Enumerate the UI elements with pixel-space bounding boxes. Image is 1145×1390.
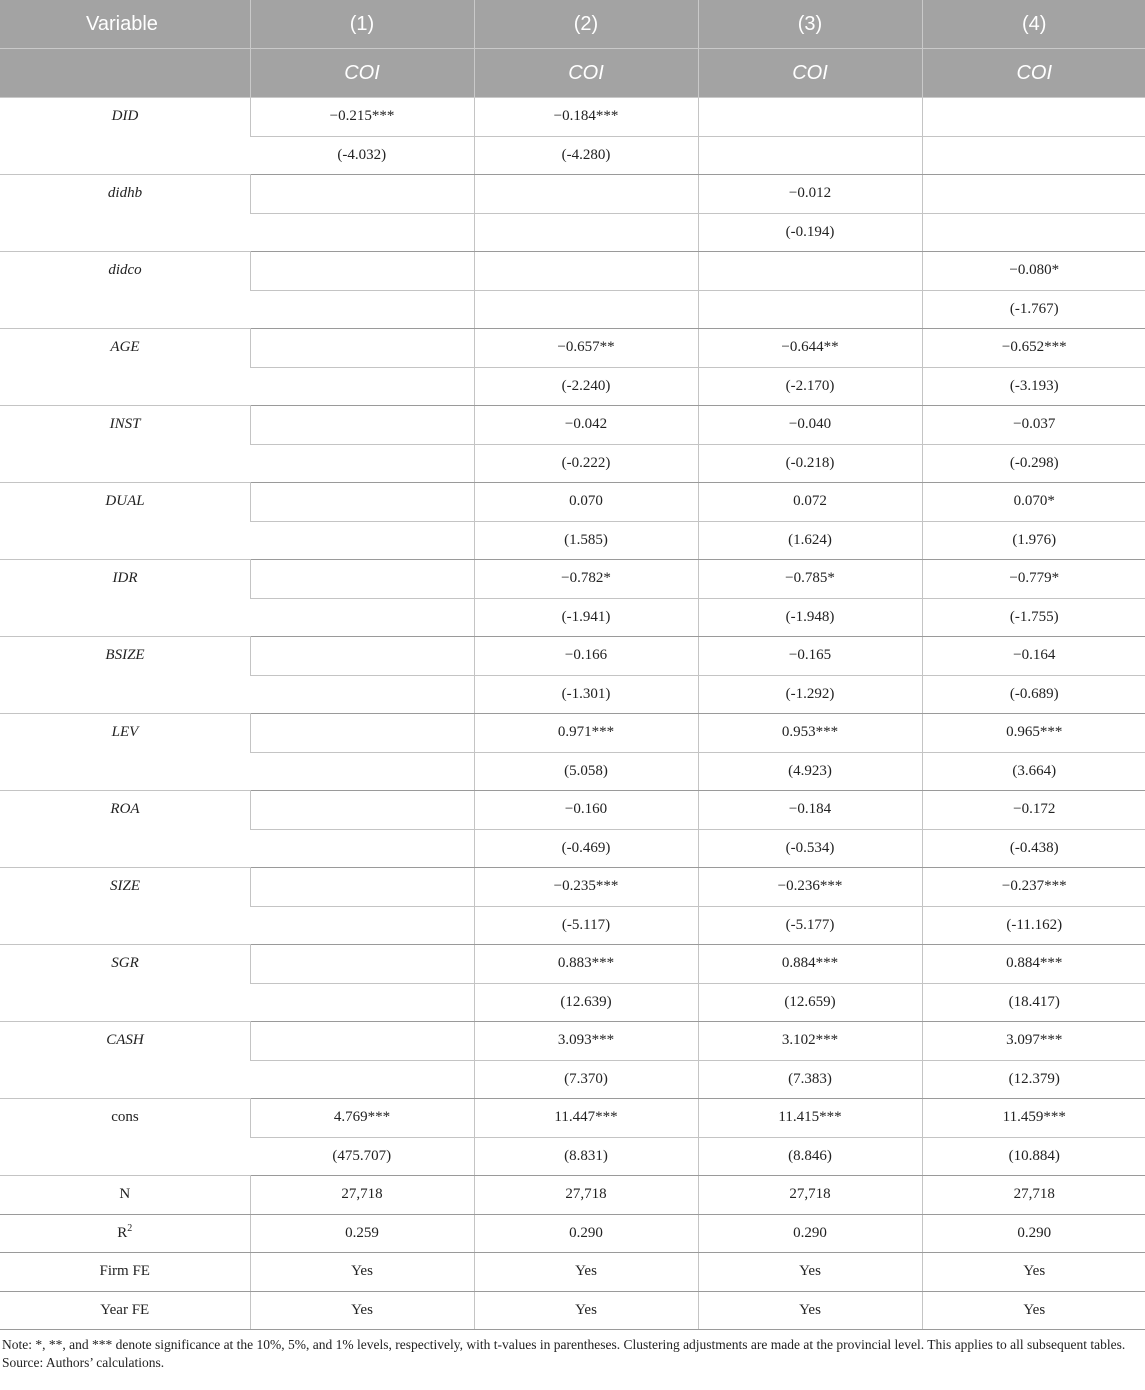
variable-name-text: AGE [110,339,140,355]
variable-name-text: CASH [106,1032,144,1048]
variable-name [0,791,250,868]
t-value-cell: (-4.280) [474,136,698,175]
dep-var-header: COI [250,49,474,98]
coef-cell: −0.782* [474,560,698,599]
coef-row [0,252,1145,291]
t-value-cell: (-0.469) [474,829,698,868]
stat-cell: 0.290 [474,1214,698,1253]
variable-name [0,329,250,406]
coef-cell [250,637,474,676]
coef-row [0,637,1145,676]
variable-name-text: INST [109,416,141,432]
t-value-cell: (-0.689) [922,675,1145,714]
t-value-cell: (8.846) [698,1137,922,1176]
coef-cell: −0.172 [922,791,1145,830]
t-value-cell: (-1.948) [698,598,922,637]
stat-row [0,1291,1145,1330]
t-value-cell [250,213,474,252]
stat-cell: Yes [474,1253,698,1292]
coef-cell [250,1022,474,1061]
t-value-cell: (-0.438) [922,829,1145,868]
t-value-cell: (12.379) [922,1060,1145,1099]
coef-cell: 11.459*** [922,1099,1145,1138]
coef-row [0,406,1145,445]
coef-cell [250,791,474,830]
t-value-cell: (-1.941) [474,598,698,637]
t-value-cell [250,675,474,714]
t-value-cell: (-4.032) [250,136,474,175]
variable-name [0,1099,250,1176]
coef-cell: 0.884*** [698,945,922,984]
coef-cell [474,175,698,214]
variable-name [0,483,250,560]
stat-cell: 0.290 [698,1214,922,1253]
stat-name [0,1176,250,1215]
t-value-cell [250,983,474,1022]
variable-name-text: DUAL [105,493,145,509]
t-value-cell: (-5.117) [474,906,698,945]
coef-row [0,483,1145,522]
variable-name [0,175,250,252]
coef-cell [250,406,474,445]
t-value-cell: (-0.534) [698,829,922,868]
coef-cell: −0.164 [922,637,1145,676]
coef-row [0,791,1145,830]
t-value-cell: (-5.177) [698,906,922,945]
coef-cell: 0.883*** [474,945,698,984]
dep-var-header: COI [474,49,698,98]
stat-name-text: N [119,1186,131,1203]
variable-name-text: BSIZE [105,647,145,663]
t-value-cell [474,290,698,329]
t-value-cell [250,598,474,637]
t-value-cell: (1.624) [698,521,922,560]
column-header: (3) [698,0,922,49]
coef-cell: 0.884*** [922,945,1145,984]
coef-row [0,714,1145,753]
t-value-cell: (10.884) [922,1137,1145,1176]
stat-cell: Yes [922,1291,1145,1330]
t-value-cell [250,906,474,945]
coef-cell: −0.184 [698,791,922,830]
coef-cell: 3.093*** [474,1022,698,1061]
column-header: (4) [922,0,1145,49]
table-body [0,98,1145,1330]
coef-row [0,175,1145,214]
coef-cell: 0.971*** [474,714,698,753]
coef-cell: −0.657** [474,329,698,368]
stat-cell: Yes [250,1253,474,1292]
t-value-cell: (4.923) [698,752,922,791]
coef-cell: −0.785* [698,560,922,599]
t-value-cell: (5.058) [474,752,698,791]
stat-cell: 27,718 [474,1176,698,1215]
coef-cell: −0.040 [698,406,922,445]
t-value-cell [250,829,474,868]
column-header: (2) [474,0,698,49]
coef-cell: −0.165 [698,637,922,676]
coef-cell: 0.953*** [698,714,922,753]
dep-var-header: COI [922,49,1145,98]
stat-cell: Yes [698,1291,922,1330]
coef-row [0,329,1145,368]
t-value-cell: (-2.170) [698,367,922,406]
coef-cell [250,560,474,599]
t-value-cell: (12.639) [474,983,698,1022]
empty-header-cell [0,49,250,98]
stat-row [0,1214,1145,1253]
coef-cell [922,175,1145,214]
variable-name [0,560,250,637]
variable-name-text: SGR [111,955,139,971]
coef-cell [250,714,474,753]
variable-name-text: IDR [112,570,138,586]
stat-cell: 27,718 [922,1176,1145,1215]
t-value-cell: (1.976) [922,521,1145,560]
t-value-cell: (-2.240) [474,367,698,406]
coef-cell: −0.215*** [250,98,474,137]
table-notes [0,1330,1145,1372]
stat-cell: Yes [250,1291,474,1330]
coef-cell [922,98,1145,137]
stat-name-text: Year FE [100,1301,150,1318]
stat-name-text: R [117,1224,128,1241]
coef-cell: 0.072 [698,483,922,522]
t-value-cell: (475.707) [250,1137,474,1176]
t-value-cell [250,367,474,406]
stat-cell: 27,718 [250,1176,474,1215]
column-header: (1) [250,0,474,49]
variable-name [0,406,250,483]
coef-cell: −0.166 [474,637,698,676]
t-value-cell: (-0.222) [474,444,698,483]
variable-name-text: didco [108,262,142,278]
coef-row [0,560,1145,599]
stat-cell: Yes [698,1253,922,1292]
variable-name-text: LEV [111,724,139,740]
t-value-cell: (3.664) [922,752,1145,791]
variable-name [0,714,250,791]
stat-name [0,1291,250,1330]
coef-row [0,98,1145,137]
stat-row [0,1253,1145,1292]
coef-cell [250,483,474,522]
coef-cell: 0.965*** [922,714,1145,753]
coef-cell: −0.235*** [474,868,698,907]
variable-name [0,868,250,945]
coef-cell: −0.644** [698,329,922,368]
coef-cell: −0.012 [698,175,922,214]
t-value-cell: (-1.755) [922,598,1145,637]
t-value-cell: (12.659) [698,983,922,1022]
variable-name-text: DID [111,108,139,124]
variable-name-text: didhb [107,185,143,201]
coef-cell [474,252,698,291]
coef-cell: −0.184*** [474,98,698,137]
coef-cell: 11.415*** [698,1099,922,1138]
coef-row [0,868,1145,907]
dep-var-header: COI [698,49,922,98]
coef-cell: 0.070* [922,483,1145,522]
t-value-cell [922,136,1145,175]
variable-name-text: ROA [110,801,140,817]
coef-cell: 4.769*** [250,1099,474,1138]
coef-cell: −0.042 [474,406,698,445]
table-header [0,0,1145,98]
t-value-cell: (8.831) [474,1137,698,1176]
coef-cell: 3.097*** [922,1022,1145,1061]
t-value-cell: (-11.162) [922,906,1145,945]
coef-row [0,1099,1145,1138]
source-text: Source: Authors’ calculations. [2,1355,165,1370]
coef-cell: 0.070 [474,483,698,522]
coef-cell [250,175,474,214]
coef-cell [250,252,474,291]
t-value-cell: (7.383) [698,1060,922,1099]
t-value-cell [698,290,922,329]
stat-cell: Yes [922,1253,1145,1292]
coef-cell: 11.447*** [474,1099,698,1138]
coef-cell [698,98,922,137]
t-value-cell: (1.585) [474,521,698,560]
t-value-cell [474,213,698,252]
coef-cell [250,868,474,907]
coef-cell [698,252,922,291]
coef-cell: −0.237*** [922,868,1145,907]
t-value-cell: (7.370) [474,1060,698,1099]
stat-name [0,1214,250,1253]
t-value-cell: (18.417) [922,983,1145,1022]
note-text: Note: *, **, and *** denote significance at the 10%, 5%, and 1% levels, respectively, with t-values in parentheses. Clustering adjustments are made at the provincial level. This applies to all subsequent tables. [2,1337,1126,1352]
t-value-cell: (-0.298) [922,444,1145,483]
t-value-cell: (-0.218) [698,444,922,483]
variable-name [0,252,250,329]
stat-name-superscript: 2 [127,1222,133,1234]
coef-cell: −0.779* [922,560,1145,599]
t-value-cell [250,290,474,329]
coef-cell: 3.102*** [698,1022,922,1061]
coef-cell: −0.652*** [922,329,1145,368]
coef-cell: −0.160 [474,791,698,830]
variable-name-text: SIZE [110,878,140,894]
coef-cell [250,945,474,984]
variable-name-text: cons [111,1109,139,1125]
coef-row [0,1022,1145,1061]
coef-cell: −0.037 [922,406,1145,445]
stat-cell: 0.259 [250,1214,474,1253]
t-value-cell [250,521,474,560]
coef-cell: −0.236*** [698,868,922,907]
t-value-cell [250,752,474,791]
t-value-cell: (-0.194) [698,213,922,252]
variable-header: Variable [0,0,250,49]
coef-cell: −0.080* [922,252,1145,291]
stat-name [0,1253,250,1292]
variable-name [0,1022,250,1099]
t-value-cell: (-3.193) [922,367,1145,406]
t-value-cell [698,136,922,175]
stat-cell: 0.290 [922,1214,1145,1253]
stat-row [0,1176,1145,1215]
variable-name [0,945,250,1022]
stat-name-text: Firm FE [99,1263,150,1280]
t-value-cell [250,1060,474,1099]
t-value-cell [250,444,474,483]
stat-cell: 27,718 [698,1176,922,1215]
variable-name [0,98,250,175]
coef-cell [250,329,474,368]
t-value-cell: (-1.301) [474,675,698,714]
t-value-cell [922,213,1145,252]
coef-row [0,945,1145,984]
variable-name [0,637,250,714]
t-value-cell: (-1.292) [698,675,922,714]
t-value-cell: (-1.767) [922,290,1145,329]
stat-cell: Yes [474,1291,698,1330]
